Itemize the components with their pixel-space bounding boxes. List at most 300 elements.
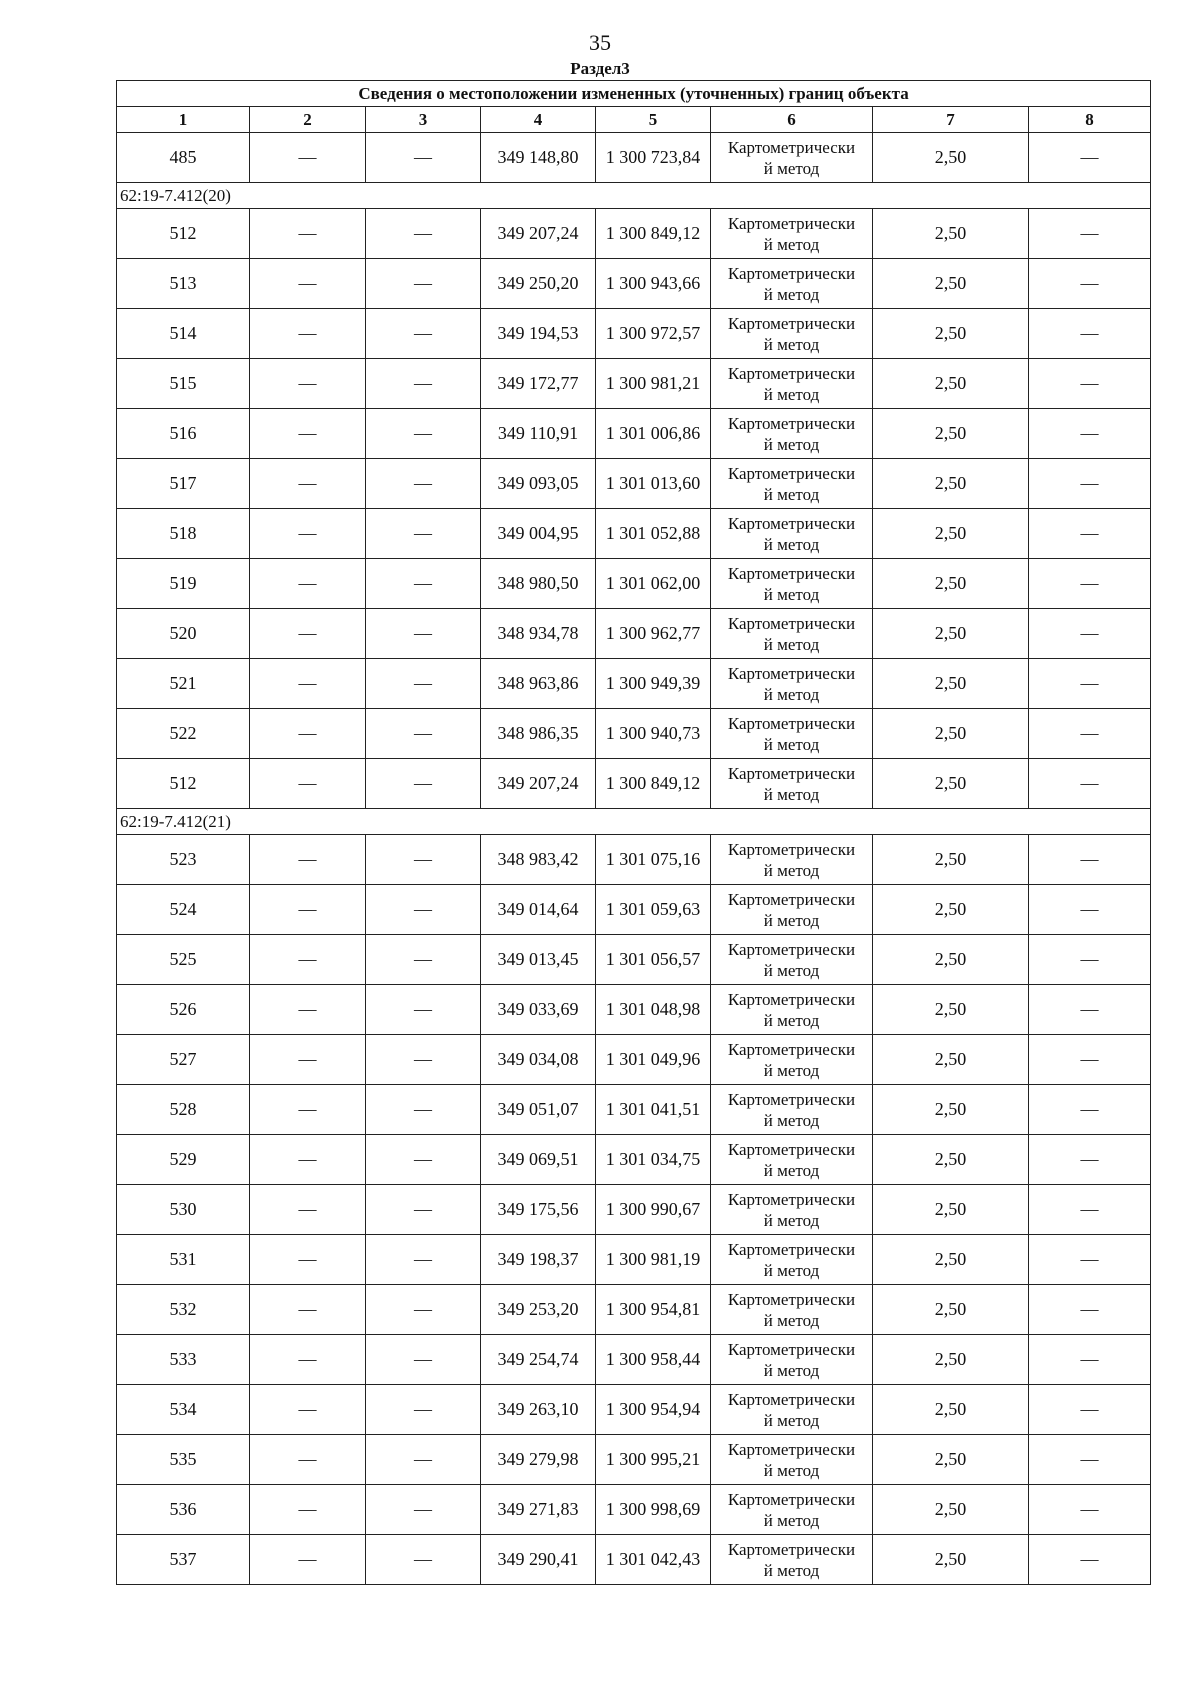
x-coordinate-cell: 349 207,24 — [481, 209, 596, 259]
point-number-cell: 525 — [117, 935, 250, 985]
col2-cell: — — [250, 1235, 366, 1285]
table-row — [117, 1335, 1151, 1385]
point-number-cell: 516 — [117, 409, 250, 459]
accuracy-cell: 2,50 — [873, 985, 1029, 1035]
table-row — [117, 885, 1151, 935]
y-coordinate-cell: 1 301 041,51 — [596, 1085, 711, 1135]
method-line-1: Картометрически — [727, 463, 856, 483]
table-row — [117, 659, 1151, 709]
accuracy-cell: 2,50 — [873, 259, 1029, 309]
col8-cell: — — [1029, 1285, 1151, 1335]
table-body — [117, 133, 1151, 1585]
method-cell — [711, 209, 873, 259]
y-coordinate-cell: 1 300 954,81 — [596, 1285, 711, 1335]
method-line-1: Картометрически — [727, 563, 856, 583]
accuracy-cell: 2,50 — [873, 1085, 1029, 1135]
method-line-2: й метод — [763, 158, 820, 178]
col2-cell: — — [250, 259, 366, 309]
x-coordinate-cell: 349 004,95 — [481, 509, 596, 559]
accuracy-cell: 2,50 — [873, 409, 1029, 459]
col2-cell: — — [250, 985, 366, 1035]
method-cell — [711, 985, 873, 1035]
col8-cell: — — [1029, 1135, 1151, 1185]
accuracy-cell: 2,50 — [873, 609, 1029, 659]
method-line-2: й метод — [763, 734, 820, 754]
column-number-7: 7 — [873, 107, 1029, 133]
col2-cell: — — [250, 1135, 366, 1185]
method-line-2: й метод — [763, 1060, 820, 1080]
method-cell — [711, 559, 873, 609]
col8-cell: — — [1029, 1035, 1151, 1085]
point-number-cell: 520 — [117, 609, 250, 659]
col3-cell: — — [366, 659, 481, 709]
method-line-2: й метод — [763, 910, 820, 930]
method-line-1: Картометрически — [727, 889, 856, 909]
col2-cell: — — [250, 1185, 366, 1235]
method-line-1: Картометрически — [727, 1389, 856, 1409]
x-coordinate-cell: 349 051,07 — [481, 1085, 596, 1135]
method-line-2: й метод — [763, 534, 820, 554]
method-line-2: й метод — [763, 684, 820, 704]
table-row — [117, 985, 1151, 1035]
col3-cell: — — [366, 1485, 481, 1535]
col3-cell: — — [366, 1035, 481, 1085]
method-line-2: й метод — [763, 1210, 820, 1230]
x-coordinate-cell: 349 290,41 — [481, 1535, 596, 1585]
table-row — [117, 1085, 1151, 1135]
x-coordinate-cell: 348 963,86 — [481, 659, 596, 709]
col8-cell: — — [1029, 259, 1151, 309]
col8-cell: — — [1029, 1535, 1151, 1585]
col3-cell: — — [366, 1235, 481, 1285]
col3-cell: — — [366, 1285, 481, 1335]
method-line-1: Картометрически — [727, 713, 856, 733]
col2-cell: — — [250, 1435, 366, 1485]
point-number-cell: 535 — [117, 1435, 250, 1485]
table-row — [117, 1185, 1151, 1235]
col2-cell: — — [250, 409, 366, 459]
y-coordinate-cell: 1 300 949,39 — [596, 659, 711, 709]
table-row — [117, 359, 1151, 409]
column-number-1: 1 — [117, 107, 250, 133]
group-row — [117, 809, 1151, 835]
method-line-1: Картометрически — [727, 513, 856, 533]
table-row — [117, 309, 1151, 359]
group-label: 62:19-7.412(20) — [117, 183, 1151, 209]
method-line-2: й метод — [763, 434, 820, 454]
y-coordinate-cell: 1 301 059,63 — [596, 885, 711, 935]
point-number-cell: 532 — [117, 1285, 250, 1335]
col8-cell: — — [1029, 1435, 1151, 1485]
accuracy-cell: 2,50 — [873, 1335, 1029, 1385]
method-line-1: Картометрически — [727, 1139, 856, 1159]
method-cell — [711, 609, 873, 659]
accuracy-cell: 2,50 — [873, 659, 1029, 709]
y-coordinate-cell: 1 300 954,94 — [596, 1385, 711, 1435]
method-line-1: Картометрически — [727, 1439, 856, 1459]
method-cell — [711, 259, 873, 309]
x-coordinate-cell: 349 207,24 — [481, 759, 596, 809]
method-cell — [711, 459, 873, 509]
section-title: Раздел3 — [570, 59, 630, 78]
y-coordinate-cell: 1 301 048,98 — [596, 985, 711, 1035]
point-number-cell: 527 — [117, 1035, 250, 1085]
col8-cell: — — [1029, 935, 1151, 985]
x-coordinate-cell: 349 014,64 — [481, 885, 596, 935]
col2-cell: — — [250, 1385, 366, 1435]
accuracy-cell: 2,50 — [873, 1485, 1029, 1535]
table-row — [117, 209, 1151, 259]
col2-cell: — — [250, 1335, 366, 1385]
method-cell — [711, 1435, 873, 1485]
method-line-1: Картометрически — [727, 1539, 856, 1559]
col2-cell: — — [250, 835, 366, 885]
y-coordinate-cell: 1 301 006,86 — [596, 409, 711, 459]
table-row — [117, 559, 1151, 609]
accuracy-cell: 2,50 — [873, 935, 1029, 985]
y-coordinate-cell: 1 300 962,77 — [596, 609, 711, 659]
col2-cell: — — [250, 1485, 366, 1535]
y-coordinate-cell: 1 300 943,66 — [596, 259, 711, 309]
point-number-cell: 524 — [117, 885, 250, 935]
y-coordinate-cell: 1 301 034,75 — [596, 1135, 711, 1185]
method-cell — [711, 759, 873, 809]
method-cell — [711, 1385, 873, 1435]
method-cell — [711, 509, 873, 559]
col8-cell: — — [1029, 133, 1151, 183]
x-coordinate-cell: 348 980,50 — [481, 559, 596, 609]
method-line-1: Картометрически — [727, 613, 856, 633]
point-number-cell: 537 — [117, 1535, 250, 1585]
col8-cell: — — [1029, 459, 1151, 509]
method-cell — [711, 1285, 873, 1335]
y-coordinate-cell: 1 300 981,19 — [596, 1235, 711, 1285]
accuracy-cell: 2,50 — [873, 1285, 1029, 1335]
point-number-cell: 523 — [117, 835, 250, 885]
col8-cell: — — [1029, 1235, 1151, 1285]
column-number-2: 2 — [250, 107, 366, 133]
x-coordinate-cell: 349 279,98 — [481, 1435, 596, 1485]
y-coordinate-cell: 1 301 042,43 — [596, 1535, 711, 1585]
col8-cell: — — [1029, 885, 1151, 935]
table-caption-row — [117, 81, 1151, 107]
y-coordinate-cell: 1 300 981,21 — [596, 359, 711, 409]
col3-cell: — — [366, 935, 481, 985]
method-cell — [711, 835, 873, 885]
y-coordinate-cell: 1 301 062,00 — [596, 559, 711, 609]
col8-cell: — — [1029, 309, 1151, 359]
col3-cell: — — [366, 1085, 481, 1135]
col8-cell: — — [1029, 1185, 1151, 1235]
method-line-2: й метод — [763, 334, 820, 354]
x-coordinate-cell: 349 093,05 — [481, 459, 596, 509]
y-coordinate-cell: 1 301 056,57 — [596, 935, 711, 985]
method-line-2: й метод — [763, 1160, 820, 1180]
col8-cell: — — [1029, 1335, 1151, 1385]
method-line-2: й метод — [763, 1260, 820, 1280]
table-row — [117, 1485, 1151, 1535]
x-coordinate-cell: 348 986,35 — [481, 709, 596, 759]
point-number-cell: 529 — [117, 1135, 250, 1185]
method-line-2: й метод — [763, 584, 820, 604]
col2-cell: — — [250, 309, 366, 359]
method-line-2: й метод — [763, 1510, 820, 1530]
method-cell — [711, 709, 873, 759]
method-line-1: Картометрически — [727, 839, 856, 859]
y-coordinate-cell: 1 301 052,88 — [596, 509, 711, 559]
col2-cell: — — [250, 1035, 366, 1085]
col3-cell: — — [366, 1435, 481, 1485]
col8-cell: — — [1029, 509, 1151, 559]
method-line-1: Картометрически — [727, 137, 856, 157]
col3-cell: — — [366, 1335, 481, 1385]
y-coordinate-cell: 1 300 972,57 — [596, 309, 711, 359]
table-row — [117, 259, 1151, 309]
method-line-2: й метод — [763, 384, 820, 404]
x-coordinate-cell: 349 034,08 — [481, 1035, 596, 1085]
col2-cell: — — [250, 609, 366, 659]
table-row — [117, 1285, 1151, 1335]
page-number: 35 — [589, 30, 611, 55]
y-coordinate-cell: 1 300 849,12 — [596, 209, 711, 259]
coordinates-table — [116, 80, 1151, 1585]
y-coordinate-cell: 1 300 995,21 — [596, 1435, 711, 1485]
point-number-cell: 519 — [117, 559, 250, 609]
method-line-2: й метод — [763, 1410, 820, 1430]
col3-cell: — — [366, 885, 481, 935]
accuracy-cell: 2,50 — [873, 1135, 1029, 1185]
method-line-2: й метод — [763, 1560, 820, 1580]
table-row — [117, 459, 1151, 509]
x-coordinate-cell: 349 254,74 — [481, 1335, 596, 1385]
col8-cell: — — [1029, 835, 1151, 885]
y-coordinate-cell: 1 301 013,60 — [596, 459, 711, 509]
col8-cell: — — [1029, 559, 1151, 609]
x-coordinate-cell: 349 110,91 — [481, 409, 596, 459]
point-number-cell: 522 — [117, 709, 250, 759]
method-cell — [711, 659, 873, 709]
col3-cell: — — [366, 609, 481, 659]
x-coordinate-cell: 349 148,80 — [481, 133, 596, 183]
method-line-2: й метод — [763, 860, 820, 880]
table-row — [117, 509, 1151, 559]
col8-cell: — — [1029, 359, 1151, 409]
col2-cell: — — [250, 935, 366, 985]
x-coordinate-cell: 349 271,83 — [481, 1485, 596, 1535]
col3-cell: — — [366, 509, 481, 559]
x-coordinate-cell: 349 263,10 — [481, 1385, 596, 1435]
method-line-1: Картометрически — [727, 989, 856, 1009]
method-cell — [711, 409, 873, 459]
method-cell — [711, 1535, 873, 1585]
col3-cell: — — [366, 359, 481, 409]
col8-cell: — — [1029, 709, 1151, 759]
column-number-5: 5 — [596, 107, 711, 133]
point-number-cell: 536 — [117, 1485, 250, 1535]
method-line-2: й метод — [763, 634, 820, 654]
table-row — [117, 133, 1151, 183]
col3-cell: — — [366, 709, 481, 759]
col8-cell: — — [1029, 1085, 1151, 1135]
point-number-cell: 526 — [117, 985, 250, 1035]
table-caption: Сведения о местоположении измененных (уточненных) границ объекта — [117, 81, 1151, 107]
table-row — [117, 1035, 1151, 1085]
method-line-1: Картометрически — [727, 1289, 856, 1309]
col3-cell: — — [366, 1185, 481, 1235]
x-coordinate-cell: 349 172,77 — [481, 359, 596, 409]
col8-cell: — — [1029, 209, 1151, 259]
method-cell — [711, 1085, 873, 1135]
method-cell — [711, 885, 873, 935]
accuracy-cell: 2,50 — [873, 459, 1029, 509]
method-line-1: Картометрически — [727, 663, 856, 683]
table-row — [117, 409, 1151, 459]
column-number-6: 6 — [711, 107, 873, 133]
accuracy-cell: 2,50 — [873, 133, 1029, 183]
table-row — [117, 759, 1151, 809]
point-number-cell: 530 — [117, 1185, 250, 1235]
accuracy-cell: 2,50 — [873, 209, 1029, 259]
table-row — [117, 609, 1151, 659]
point-number-cell: 517 — [117, 459, 250, 509]
col2-cell: — — [250, 459, 366, 509]
method-cell — [711, 133, 873, 183]
col3-cell: — — [366, 133, 481, 183]
accuracy-cell: 2,50 — [873, 309, 1029, 359]
col3-cell: — — [366, 985, 481, 1035]
accuracy-cell: 2,50 — [873, 1435, 1029, 1485]
table-row — [117, 709, 1151, 759]
col3-cell: — — [366, 209, 481, 259]
accuracy-cell: 2,50 — [873, 1235, 1029, 1285]
col2-cell: — — [250, 1285, 366, 1335]
accuracy-cell: 2,50 — [873, 835, 1029, 885]
col3-cell: — — [366, 309, 481, 359]
point-number-cell: 513 — [117, 259, 250, 309]
table-row — [117, 1435, 1151, 1485]
col8-cell: — — [1029, 1385, 1151, 1435]
col2-cell: — — [250, 559, 366, 609]
method-line-2: й метод — [763, 234, 820, 254]
method-line-2: й метод — [763, 1110, 820, 1130]
column-number-8: 8 — [1029, 107, 1151, 133]
col8-cell: — — [1029, 985, 1151, 1035]
point-number-cell: 512 — [117, 759, 250, 809]
col8-cell: — — [1029, 759, 1151, 809]
method-cell — [711, 1335, 873, 1385]
y-coordinate-cell: 1 300 849,12 — [596, 759, 711, 809]
y-coordinate-cell: 1 300 990,67 — [596, 1185, 711, 1235]
col2-cell: — — [250, 509, 366, 559]
y-coordinate-cell: 1 300 940,73 — [596, 709, 711, 759]
col2-cell: — — [250, 133, 366, 183]
point-number-cell: 485 — [117, 133, 250, 183]
col3-cell: — — [366, 835, 481, 885]
col3-cell: — — [366, 1385, 481, 1435]
x-coordinate-cell: 348 983,42 — [481, 835, 596, 885]
col2-cell: — — [250, 659, 366, 709]
x-coordinate-cell: 349 033,69 — [481, 985, 596, 1035]
point-number-cell: 521 — [117, 659, 250, 709]
method-line-1: Картометрически — [727, 1089, 856, 1109]
accuracy-cell: 2,50 — [873, 885, 1029, 935]
table-row — [117, 935, 1151, 985]
method-line-2: й метод — [763, 1310, 820, 1330]
point-number-cell: 528 — [117, 1085, 250, 1135]
col2-cell: — — [250, 1535, 366, 1585]
method-cell — [711, 1185, 873, 1235]
method-line-1: Картометрически — [727, 939, 856, 959]
method-line-2: й метод — [763, 1010, 820, 1030]
method-line-1: Картометрически — [727, 363, 856, 383]
col3-cell: — — [366, 1135, 481, 1185]
x-coordinate-cell: 349 250,20 — [481, 259, 596, 309]
col8-cell: — — [1029, 1485, 1151, 1535]
table-row — [117, 1135, 1151, 1185]
x-coordinate-cell: 349 069,51 — [481, 1135, 596, 1185]
method-cell — [711, 1235, 873, 1285]
method-line-1: Картометрически — [727, 763, 856, 783]
col3-cell: — — [366, 559, 481, 609]
method-line-2: й метод — [763, 1460, 820, 1480]
col2-cell: — — [250, 709, 366, 759]
col3-cell: — — [366, 1535, 481, 1585]
col2-cell: — — [250, 209, 366, 259]
x-coordinate-cell: 348 934,78 — [481, 609, 596, 659]
point-number-cell: 533 — [117, 1335, 250, 1385]
accuracy-cell: 2,50 — [873, 1035, 1029, 1085]
method-line-2: й метод — [763, 1360, 820, 1380]
method-cell — [711, 1135, 873, 1185]
method-line-1: Картометрически — [727, 1039, 856, 1059]
method-line-2: й метод — [763, 284, 820, 304]
x-coordinate-cell: 349 198,37 — [481, 1235, 596, 1285]
point-number-cell: 514 — [117, 309, 250, 359]
y-coordinate-cell: 1 301 049,96 — [596, 1035, 711, 1085]
method-line-1: Картометрически — [727, 313, 856, 333]
table-row — [117, 1535, 1151, 1585]
accuracy-cell: 2,50 — [873, 1185, 1029, 1235]
method-line-2: й метод — [763, 784, 820, 804]
col3-cell: — — [366, 259, 481, 309]
method-line-2: й метод — [763, 960, 820, 980]
point-number-cell: 531 — [117, 1235, 250, 1285]
group-label: 62:19-7.412(21) — [117, 809, 1151, 835]
accuracy-cell: 2,50 — [873, 1385, 1029, 1435]
x-coordinate-cell: 349 013,45 — [481, 935, 596, 985]
method-line-1: Картометрически — [727, 1239, 856, 1259]
y-coordinate-cell: 1 300 998,69 — [596, 1485, 711, 1535]
col3-cell: — — [366, 459, 481, 509]
accuracy-cell: 2,50 — [873, 559, 1029, 609]
table-row — [117, 1385, 1151, 1435]
col8-cell: — — [1029, 609, 1151, 659]
point-number-cell: 512 — [117, 209, 250, 259]
col2-cell: — — [250, 1085, 366, 1135]
method-line-1: Картометрически — [727, 1489, 856, 1509]
method-line-1: Картометрически — [727, 1189, 856, 1209]
method-line-1: Картометрически — [727, 263, 856, 283]
method-line-1: Картометрически — [727, 413, 856, 433]
col8-cell: — — [1029, 659, 1151, 709]
column-number-4: 4 — [481, 107, 596, 133]
accuracy-cell: 2,50 — [873, 359, 1029, 409]
column-number-3: 3 — [366, 107, 481, 133]
col8-cell: — — [1029, 409, 1151, 459]
table-row — [117, 835, 1151, 885]
y-coordinate-cell: 1 300 958,44 — [596, 1335, 711, 1385]
y-coordinate-cell: 1 301 075,16 — [596, 835, 711, 885]
